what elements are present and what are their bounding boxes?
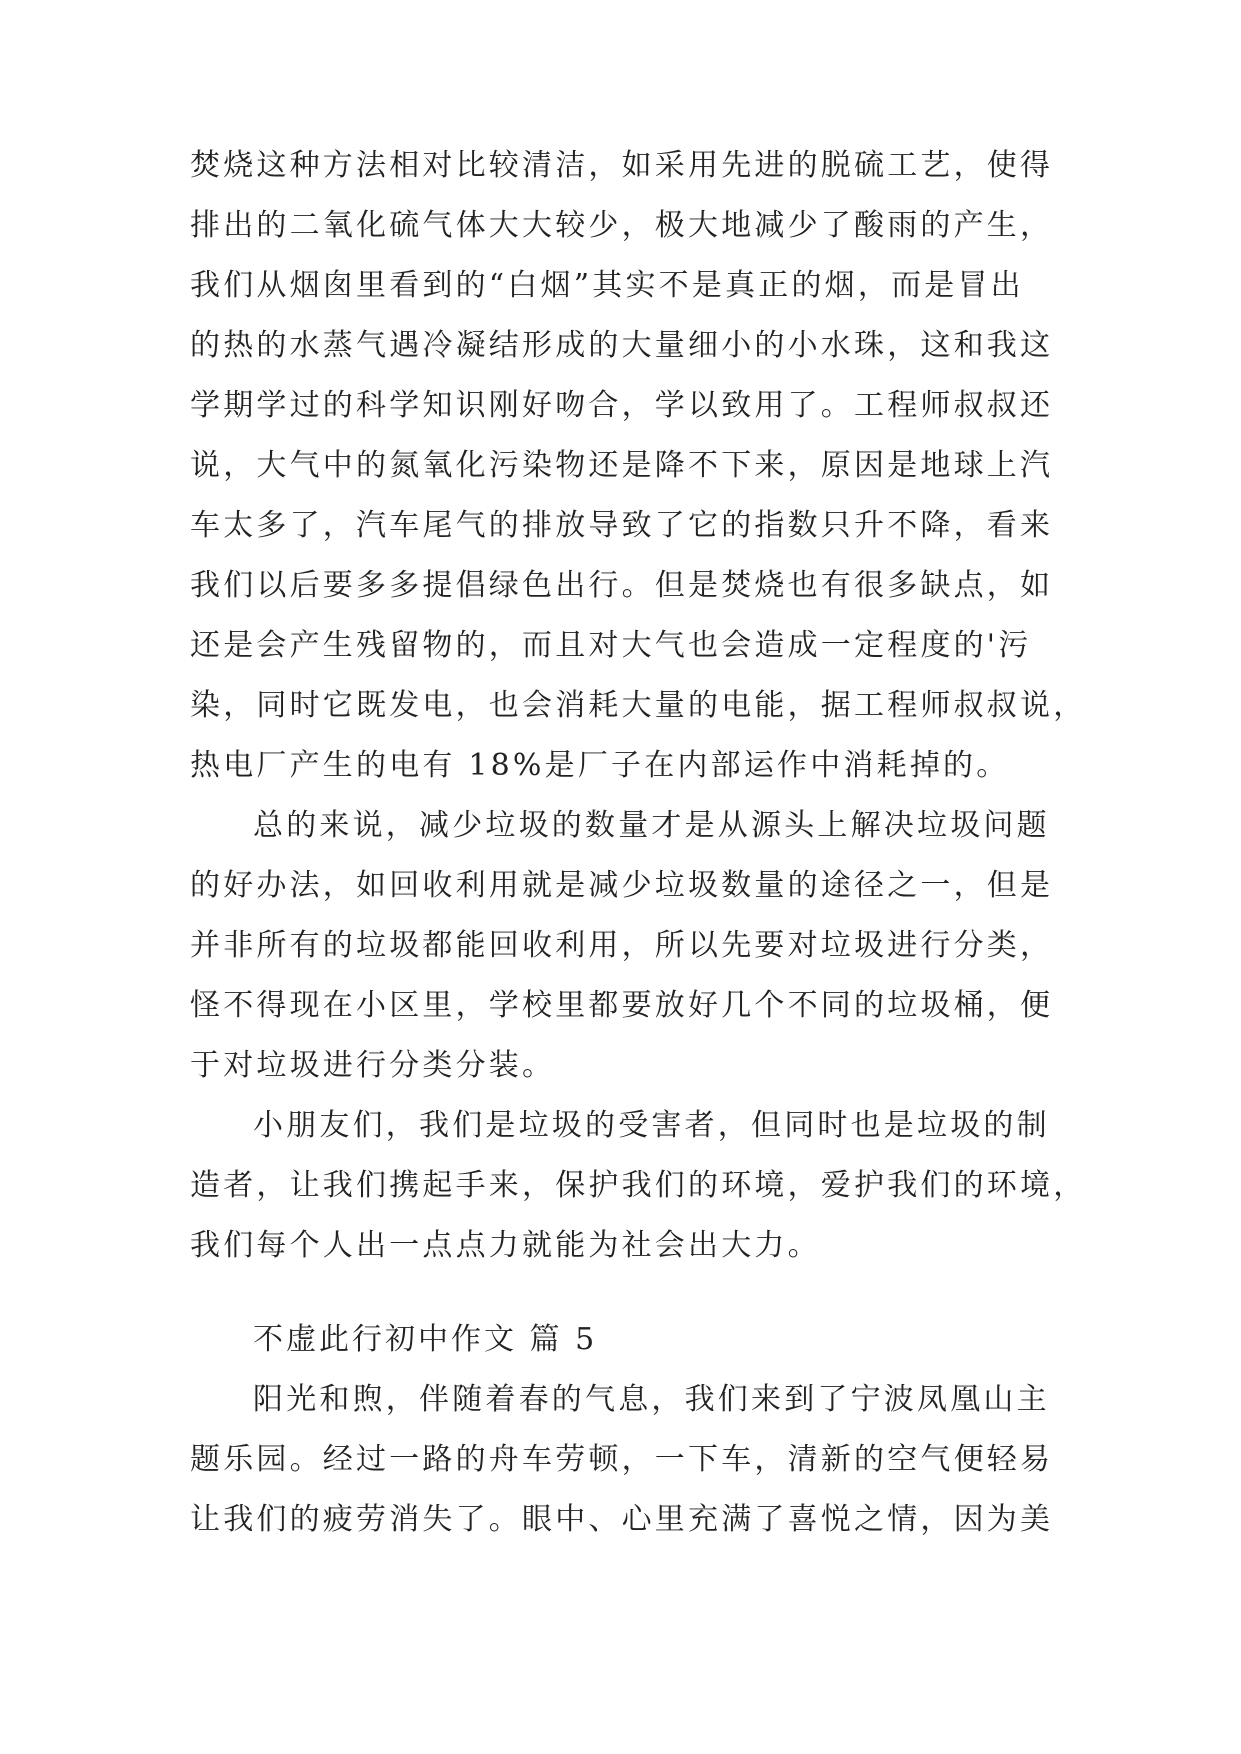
body-text-line: 让我们的疲劳消失了。眼中、心里充满了喜悦之情，因为美 bbox=[190, 1502, 1054, 1537]
body-text-line: 我们以后要多多提倡绿色出行。但是焚烧也有很多缺点，如 bbox=[190, 568, 1054, 603]
section-heading: 不虚此行初中作文 篇 5 bbox=[253, 1322, 598, 1357]
body-text-line: 焚烧这种方法相对比较清洁，如采用先进的脱硫工艺，使得 bbox=[190, 148, 1054, 183]
body-text-line: 染，同时它既发电，也会消耗大量的电能，据工程师叔叔说， bbox=[190, 688, 1087, 723]
body-text-line: 的热的水蒸气遇冷凝结形成的大量细小的小水珠，这和我这 bbox=[190, 328, 1054, 363]
body-text-line: 于对垃圾进行分类分装。 bbox=[190, 1048, 556, 1083]
body-text-line: 我们每个人出一点点力就能为社会出大力。 bbox=[190, 1228, 821, 1263]
body-text-line: 还是会产生残留物的，而且对大气也会造成一定程度的'污 bbox=[190, 628, 1032, 663]
body-text-line: 排出的二氧化硫气体大大较少，极大地减少了酸雨的产生， bbox=[190, 208, 1054, 243]
body-text-line: 热电厂产生的电有 18%是厂子在内部运作中消耗掉的。 bbox=[190, 748, 1010, 783]
paragraph-first-line: 小朋友们，我们是垃圾的受害者，但同时也是垃圾的制 bbox=[253, 1108, 1050, 1143]
body-text-line: 造者，让我们携起手来，保护我们的环境，爱护我们的环境， bbox=[190, 1168, 1087, 1203]
body-text-line: 学期学过的科学知识刚好吻合，学以致用了。工程师叔叔还 bbox=[190, 388, 1054, 423]
body-text-line: 我们从烟囱里看到的“白烟”其实不是真正的烟，而是冒出 bbox=[190, 268, 1024, 303]
body-text-line: 的好办法，如回收利用就是减少垃圾数量的途径之一，但是 bbox=[190, 868, 1054, 903]
body-text-line: 车太多了，汽车尾气的排放导致了它的指数只升不降，看来 bbox=[190, 508, 1054, 543]
body-text-line: 并非所有的垃圾都能回收利用，所以先要对垃圾进行分类， bbox=[190, 928, 1054, 963]
body-text-line: 题乐园。经过一路的舟车劳顿，一下车，清新的空气便轻易 bbox=[190, 1442, 1054, 1477]
paragraph-first-line: 总的来说，减少垃圾的数量才是从源头上解决垃圾问题 bbox=[253, 808, 1050, 843]
body-text-line: 怪不得现在小区里，学校里都要放好几个不同的垃圾桶，便 bbox=[190, 988, 1054, 1023]
paragraph-first-line: 阳光和煦，伴随着春的气息，我们来到了宁波凤凰山主 bbox=[253, 1382, 1050, 1417]
body-text-line: 说，大气中的氮氧化污染物还是降不下来，原因是地球上汽 bbox=[190, 448, 1054, 483]
